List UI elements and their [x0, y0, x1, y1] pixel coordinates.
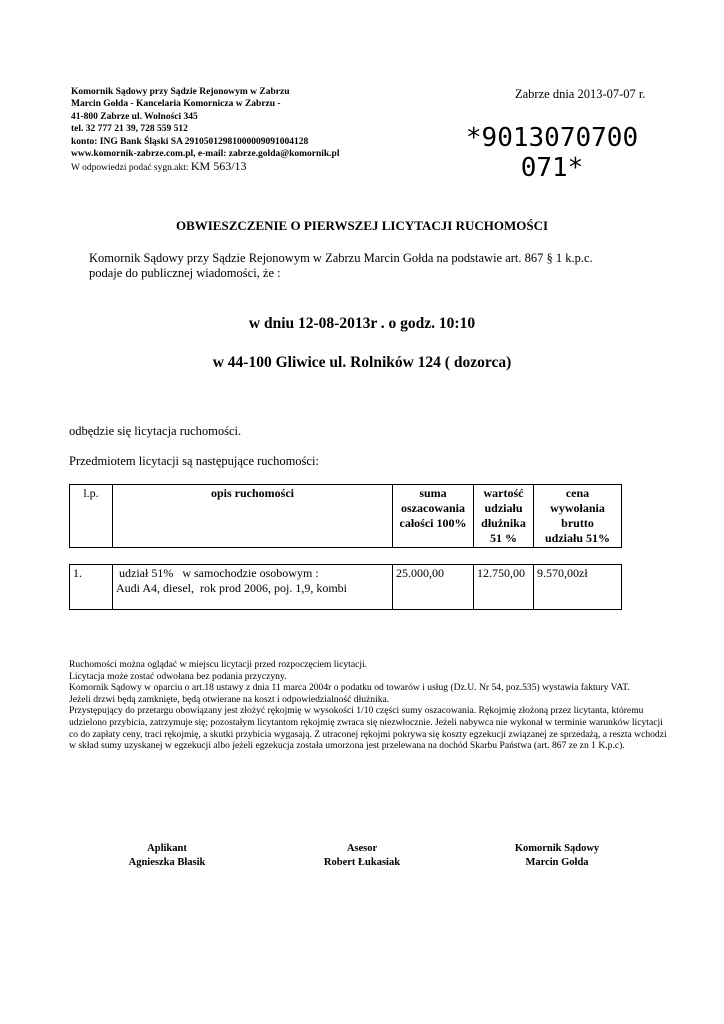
signature-role: Aplikant: [147, 843, 187, 854]
case-reference-label: W odpowiedzi podać sygn.akt:: [71, 163, 189, 174]
intro-line-2: podaje do publicznej wiadomości, że :: [89, 266, 281, 280]
header-starting-price-line: brutto: [561, 516, 594, 530]
header-starting-price-line: wywołania: [550, 501, 605, 515]
header-share-value-line: udziału: [484, 501, 523, 515]
case-reference-number: KM 563/13: [190, 159, 247, 174]
row-starting-price: 9.570,00zł: [534, 565, 622, 610]
note-line: Jeżeli drzwi będą zamknięte, będą otwierane na koszt i odpowiedzialność dłużnika.: [69, 693, 390, 705]
row-valuation: 25.000,00: [393, 565, 474, 610]
header-line: www.komornik-zabrze.com.pl, e-mail: zabrze.golda@komornik.pl: [71, 149, 340, 160]
signature-block-bailiff: [457, 842, 657, 870]
row-description: [113, 565, 393, 610]
items-intro: Przedmiotem licytacji są następujące ruchomości:: [69, 454, 319, 468]
header-line: 41-800 Zabrze ul. Wolności 345: [71, 111, 198, 122]
row-description-line: udział 51% w samochodzie osobowym :: [116, 566, 319, 580]
auction-datetime: w dniu 12-08-2013r . o godz. 10:10: [248, 315, 476, 332]
auction-statement: odbędzie się licytacja ruchomości.: [69, 424, 242, 438]
header-line: tel. 32 777 21 39, 728 559 512: [71, 124, 188, 135]
header-line: Komornik Sądowy przy Sądzie Rejonowym w Zabrzu: [71, 87, 290, 97]
header-line: Marcin Gołda - Kancelaria Komornicza w Zabrzu -: [71, 99, 281, 110]
row-lp: 1.: [70, 565, 113, 610]
header-share-value: [474, 485, 534, 548]
document-date: Zabrze dnia 2013-07-07 r.: [515, 87, 646, 101]
header-starting-price: [534, 485, 622, 548]
header-lp: l.p.: [70, 485, 113, 548]
items-table: [69, 564, 622, 610]
header-line: konto: ING Bank Śląski SA 29105012981000009091004128: [71, 136, 309, 147]
note-line: Komornik Sądowy w oparciu o art.18 ustawy z dnia 11 marca 2004r o podatku od towarów i usług (Dz.U. Nr 54, poz.535) wystawia faktury VAT.: [69, 682, 630, 694]
intro-line-1: Komornik Sądowy przy Sądzie Rejonowym w Zabrzu Marcin Gołda na podstawie art. 867 § 1 k.p.c.: [89, 251, 593, 265]
signature-role: Komornik Sądowy: [514, 843, 600, 854]
note-line: Licytacja może zostać odwołana bez podania przyczyny.: [69, 670, 287, 682]
header-valuation-line: całości 100%: [399, 516, 467, 530]
signature-role: Asesor: [346, 843, 378, 854]
header-valuation-line: suma: [419, 486, 447, 500]
intro-paragraph: [89, 251, 593, 281]
header-share-value-line: wartość: [483, 486, 524, 500]
header-valuation-line: oszacowania: [401, 501, 465, 515]
office-header: [71, 86, 339, 175]
signature-name: Agnieszka Błasik: [128, 857, 206, 868]
barcode-line-2: 071*: [520, 153, 584, 183]
header-share-value-line: 51 %: [490, 531, 517, 545]
signature-block-assessor: [262, 842, 462, 870]
auction-location: w 44-100 Gliwice ul. Rolników 124 ( dozorca): [212, 354, 512, 371]
signature-name: Marcin Gołda: [525, 857, 589, 868]
note-line: Ruchomości można oglądać w miejscu licytacji przed rozpoczęciem licytacji.: [69, 659, 368, 670]
document-title: OBWIESZCZENIE O PIERWSZEJ LICYTACJI RUCHOMOŚCI: [175, 218, 549, 233]
table-row: [70, 565, 622, 610]
case-reference: [71, 160, 339, 174]
barcode-line-1: *9013070700: [465, 123, 639, 153]
items-table-header: [69, 484, 622, 548]
row-description-line: Audi A4, diesel, rok prod 2006, poj. 1,9, kombi: [116, 581, 347, 595]
note-line: Przystępujący do przetargu obowiązany jest złożyć rękojmię w wysokości 1/10 części sumy oszacowania. Rękojmię złożoną przez licytanta, któremu udzielono przybicia, zatrzymuje się; pozostałym licytantom rękojmię zwraca się niezwłocznie. Jeżeli nabywca nie wykonał w terminie warunków licytacji co do zapłaty ceny, traci rękojmię, a skutki przybicia wygasają. Z utraconej rękojmi pokrywa się koszty egzekucji związanej ze sprzedażą, a reszta wchodzi w skład sumy uzyskanej w egzekucji albo jeżeli egzekucja została umorzona jest przelewana na dochód Skarbu Państwa (art. 867 ze zn 1 K.p.c).: [69, 705, 667, 752]
barcode-text: [452, 123, 652, 183]
header-valuation: [393, 485, 474, 548]
auction-notes: [69, 659, 669, 752]
row-share-value: 12.750,00: [474, 565, 534, 610]
header-description: opis ruchomości: [113, 485, 393, 548]
header-starting-price-line: udziału 51%: [544, 531, 610, 545]
signature-block-apprentice: [67, 842, 267, 870]
header-starting-price-line: cena: [565, 486, 590, 500]
signature-name: Robert Łukasiak: [323, 857, 401, 868]
header-share-value-line: dłużnika: [481, 516, 526, 530]
